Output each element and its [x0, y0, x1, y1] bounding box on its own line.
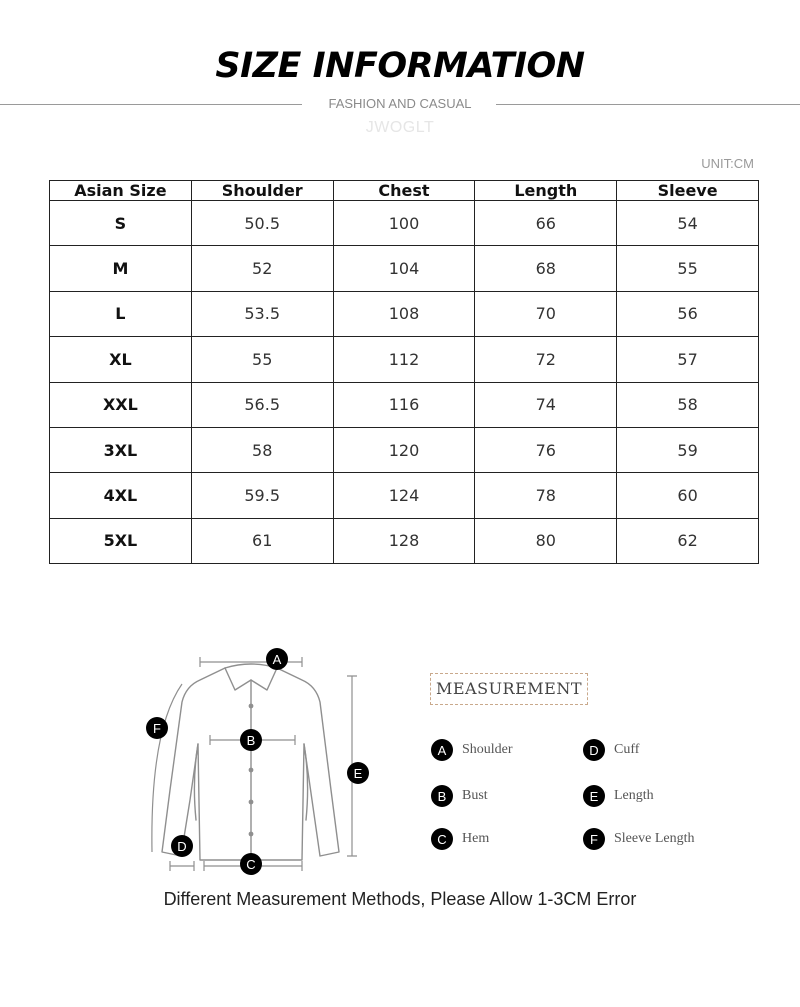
diagram-marker-e: [347, 762, 369, 784]
sleeve-cell: 60: [617, 473, 759, 518]
unit-label: UNIT:CM: [701, 156, 754, 171]
legend-item-shoulder: [431, 739, 513, 761]
shoulder-cell: 58: [191, 427, 333, 472]
table-row: [50, 427, 759, 472]
subtitle: FASHION AND CASUAL: [328, 96, 472, 111]
chest-cell: 120: [333, 427, 475, 472]
brand-watermark: JWOGLT: [365, 119, 435, 136]
sleeve-cell: 57: [617, 337, 759, 382]
table-row: [50, 518, 759, 563]
sleeve-cell: 56: [617, 291, 759, 336]
table-row: [50, 382, 759, 427]
shoulder-cell: 61: [191, 518, 333, 563]
header-length: Length: [475, 181, 617, 201]
length-cell: 72: [475, 337, 617, 382]
sleeve-cell: 58: [617, 382, 759, 427]
legend-item-bust: [431, 785, 488, 807]
chest-cell: 104: [333, 246, 475, 291]
legend-label-hem: Hem: [462, 831, 490, 846]
chest-cell: 116: [333, 382, 475, 427]
length-cell: 76: [475, 427, 617, 472]
table-row: [50, 291, 759, 336]
size-cell: XXL: [50, 382, 192, 427]
legend-badge-f: F: [583, 828, 605, 850]
header-chest: Chest: [333, 181, 475, 201]
size-cell: 3XL: [50, 427, 192, 472]
legend-item-length: [583, 785, 654, 807]
diagram-marker-c: [240, 853, 262, 875]
header-sleeve: Sleeve: [617, 181, 759, 201]
table-row: [50, 246, 759, 291]
legend-badge-e: E: [583, 785, 605, 807]
chest-cell: 112: [333, 337, 475, 382]
measurement-error-note: Different Measurement Methods, Please Allow 1-3CM Error: [163, 889, 637, 909]
diagram-marker-f: [146, 717, 168, 739]
header-asian-size: Asian Size: [50, 181, 192, 201]
shirt-outline: [162, 664, 339, 860]
length-cell: 78: [475, 473, 617, 518]
legend-badge-a: A: [431, 739, 453, 761]
length-cell: 80: [475, 518, 617, 563]
size-cell: M: [50, 246, 192, 291]
length-cell: 70: [475, 291, 617, 336]
legend-label-bust: Bust: [462, 788, 488, 803]
marker-b-label: B: [246, 733, 256, 748]
size-cell: 5XL: [50, 518, 192, 563]
sleeve-cell: 54: [617, 201, 759, 246]
sleeve-cell: 62: [617, 518, 759, 563]
marker-e-label: E: [353, 766, 363, 781]
table-row: [50, 201, 759, 246]
legend-label-shoulder: Shoulder: [462, 742, 513, 757]
shoulder-cell: 52: [191, 246, 333, 291]
shoulder-cell: 59.5: [191, 473, 333, 518]
size-cell: 4XL: [50, 473, 192, 518]
legend-item-cuff: [583, 739, 639, 761]
header-shoulder: Shoulder: [191, 181, 333, 201]
legend-label-length: Length: [614, 788, 654, 803]
chest-cell: 108: [333, 291, 475, 336]
legend-badge-b: B: [431, 785, 453, 807]
size-cell: S: [50, 201, 192, 246]
length-cell: 66: [475, 201, 617, 246]
shoulder-cell: 56.5: [191, 382, 333, 427]
table-header-row: [50, 181, 759, 201]
diagram-marker-b: [240, 729, 262, 751]
sleeve-cell: 55: [617, 246, 759, 291]
chest-cell: 124: [333, 473, 475, 518]
marker-c-label: C: [246, 857, 256, 872]
measurement-title: MEASUREMENT: [430, 673, 588, 705]
legend-item-sleeve-length: [583, 828, 694, 850]
legend-item-hem: [431, 828, 489, 850]
shoulder-cell: 50.5: [191, 201, 333, 246]
diagram-marker-a: [266, 648, 288, 670]
legend-badge-c: C: [431, 828, 453, 850]
diagram-marker-d: [171, 835, 193, 857]
shirt-measurement-diagram: [130, 640, 380, 880]
page-title: SIZE INFORMATION: [215, 46, 585, 86]
chest-cell: 128: [333, 518, 475, 563]
table-row: [50, 337, 759, 382]
chest-cell: 100: [333, 201, 475, 246]
marker-f-label: F: [153, 721, 161, 736]
shoulder-cell: 55: [191, 337, 333, 382]
legend-label-sleeve-length: Sleeve Length: [614, 831, 695, 846]
size-cell: L: [50, 291, 192, 336]
length-cell: 68: [475, 246, 617, 291]
size-cell: XL: [50, 337, 192, 382]
table-row: [50, 473, 759, 518]
shoulder-cell: 53.5: [191, 291, 333, 336]
sleeve-cell: 59: [617, 427, 759, 472]
marker-d-label: D: [177, 839, 187, 854]
marker-a-label: A: [272, 652, 282, 667]
legend-label-cuff: Cuff: [614, 742, 640, 757]
legend-badge-d: D: [583, 739, 605, 761]
size-table: [49, 180, 759, 564]
length-cell: 74: [475, 382, 617, 427]
